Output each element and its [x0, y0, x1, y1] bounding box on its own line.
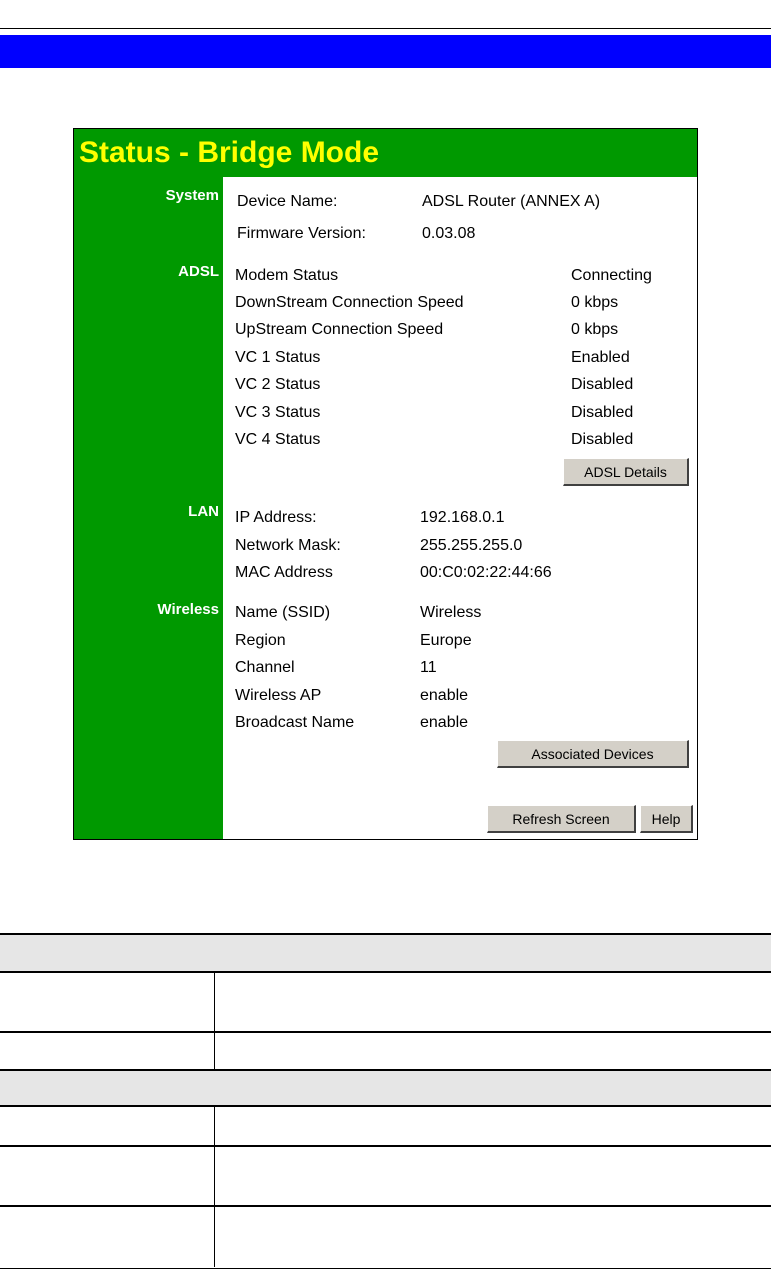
device-name-value: ADSL Router (ANNEX A): [422, 193, 601, 210]
help-button[interactable]: Help: [640, 805, 693, 833]
wireless-row-label: Name (SSID): [235, 604, 331, 621]
firmware-version-value: 0.03.08: [422, 225, 476, 242]
adsl-row-value: 0 kbps: [571, 294, 619, 311]
adsl-row-label: UpStream Connection Speed: [235, 321, 444, 338]
table-row: [0, 1205, 771, 1267]
adsl-row-value: Disabled: [571, 431, 634, 448]
adsl-row-value: Disabled: [571, 404, 634, 421]
adsl-row-label: VC 4 Status: [235, 431, 321, 448]
wireless-row-label: Region: [235, 632, 286, 649]
adsl-row-value: Enabled: [571, 349, 630, 366]
wireless-row-value: enable: [420, 687, 469, 704]
adsl-row-label: Modem Status: [235, 267, 339, 284]
table-row: [0, 1145, 771, 1205]
adsl-row-value: Connecting: [571, 267, 652, 284]
section-label-adsl: ADSL: [178, 263, 219, 280]
refresh-screen-button[interactable]: Refresh Screen: [487, 805, 636, 833]
adsl-row-value: Disabled: [571, 376, 634, 393]
associated-devices-button[interactable]: Associated Devices: [497, 740, 689, 768]
lan-row-value: 00:C0:02:22:44:66: [420, 564, 552, 581]
page-header-rule: [0, 0, 771, 29]
lan-row-label: IP Address:: [235, 509, 317, 526]
adsl-row-label: VC 3 Status: [235, 404, 321, 421]
adsl-row-label: DownStream Connection Speed: [235, 294, 464, 311]
adsl-row-label: VC 2 Status: [235, 376, 321, 393]
section-label-lan: LAN: [188, 503, 219, 520]
section-heading-bar: [0, 35, 771, 68]
lan-row-label: Network Mask:: [235, 537, 341, 554]
status-panel: [73, 128, 698, 840]
section-label-system: System: [165, 187, 219, 204]
wireless-row-label: Channel: [235, 659, 295, 676]
wireless-row-value: Wireless: [420, 604, 482, 621]
table-group-header: [0, 933, 771, 971]
firmware-version-label: Firmware Version:: [237, 225, 366, 242]
wireless-row-value: enable: [420, 714, 469, 731]
wireless-row-value: 11: [420, 659, 437, 676]
wireless-row-label: Wireless AP: [235, 687, 322, 704]
lan-row-value: 255.255.255.0: [420, 537, 523, 554]
lan-row-label: MAC Address: [235, 564, 333, 581]
table-row: [0, 971, 771, 1031]
adsl-row-label: VC 1 Status: [235, 349, 321, 366]
wireless-row-value: Europe: [420, 632, 472, 649]
wireless-row-label: Broadcast Name: [235, 714, 355, 731]
panel-title: Status - Bridge Mode: [74, 129, 697, 177]
table-row: [0, 1107, 771, 1145]
adsl-details-button[interactable]: ADSL Details: [563, 458, 689, 486]
section-label-wireless: Wireless: [157, 601, 219, 618]
table-row: [0, 1031, 771, 1069]
adsl-row-value: 0 kbps: [571, 321, 619, 338]
table-group-header: [0, 1069, 771, 1107]
lan-row-value: 192.168.0.1: [420, 509, 505, 526]
device-name-label: Device Name:: [237, 193, 338, 210]
